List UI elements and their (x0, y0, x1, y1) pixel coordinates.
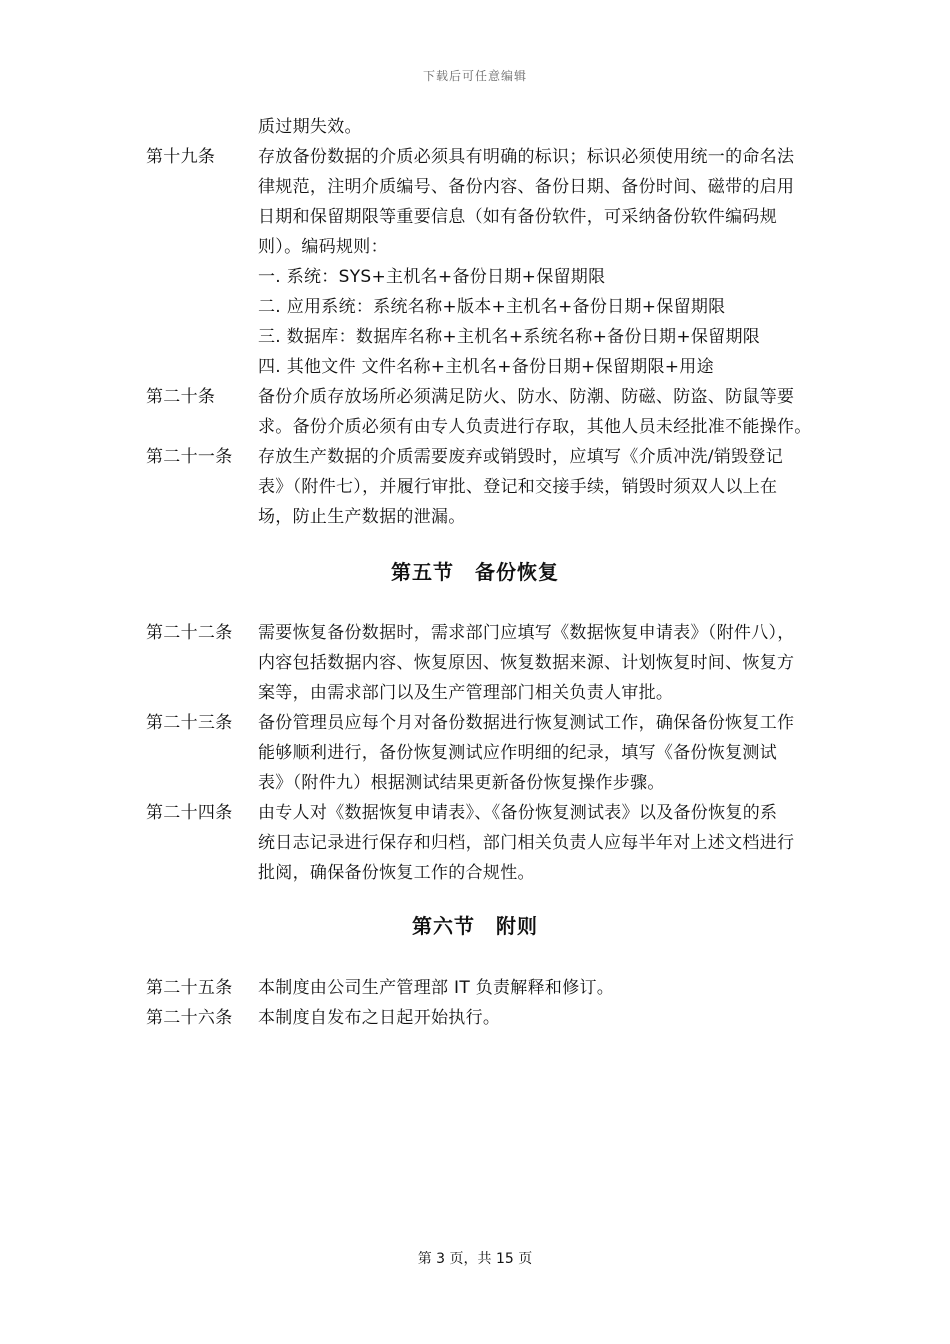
article-25-label: 第二十五条 (146, 978, 233, 998)
article-21-line: 表》（附件七），并履行审批、登记和交接手续，销毁时须双人以上在 (258, 477, 778, 497)
article-23-line: 表》（附件九）根据测试结果更新备份恢复操作步骤。 (258, 773, 665, 793)
article-22-label: 第二十二条 (146, 623, 233, 643)
article-23-line: 能够顺利进行，备份恢复测试应作明细的纪录，填写《备份恢复测试 (258, 743, 777, 763)
article-20-line: 求。备份介质必须有由专人负责进行存取，其他人员未经批准不能操作。 (258, 417, 812, 437)
section-5-title: 第五节 备份恢复 (391, 560, 559, 584)
article-21-line: 存放生产数据的介质需要废弃或销毁时，应填写《介质冲洗/销毁登记 (258, 447, 784, 467)
naming-rule-item: 二. 应用系统：系统名称+版本+主机名+备份日期+保留期限 (258, 297, 726, 317)
page-footer: 第 3 页，共 15 页 (417, 1251, 533, 1267)
article-23-label: 第二十三条 (146, 713, 233, 733)
article-20-label: 第二十条 (146, 387, 216, 407)
article-23-line: 备份管理员应每个月对备份数据进行恢复测试工作，确保备份恢复工作 (258, 713, 795, 733)
paragraph-line: 质过期失效。 (258, 117, 362, 137)
article-20-line: 备份介质存放场所必须满足防火、防水、防潮、防磁、防盗、防鼠等要 (258, 387, 795, 407)
section-6-title: 第六节 附则 (412, 914, 538, 938)
page-header: 下载后可任意编辑 (422, 69, 527, 83)
article-19-label: 第十九条 (146, 147, 216, 167)
naming-rule-item: 一. 系统：SYS+主机名+备份日期+保留期限 (258, 267, 606, 287)
article-26-line: 本制度自发布之日起开始执行。 (258, 1008, 501, 1028)
naming-rule-item: 四. 其他文件 文件名称+主机名+备份日期+保留期限+用途 (258, 357, 714, 377)
article-24-line: 批阅，确保备份恢复工作的合规性。 (258, 863, 535, 883)
article-21-line: 场，防止生产数据的泄漏。 (258, 507, 466, 527)
article-21-label: 第二十一条 (146, 447, 233, 467)
article-19-line: 律规范，注明介质编号、备份内容、备份日期、备份时间、磁带的启用 (258, 177, 795, 197)
article-22-line: 案等，由需求部门以及生产管理部门相关负责人审批。 (258, 683, 674, 703)
article-19-line: 则）。编码规则： (258, 237, 388, 257)
article-22-line: 内容包括数据内容、恢复原因、恢复数据来源、计划恢复时间、恢复方 (258, 653, 795, 673)
article-24-line: 由专人对《数据恢复申请表》、《备份恢复测试表》以及备份恢复的系 (258, 803, 778, 823)
article-22-line: 需要恢复备份数据时，需求部门应填写《数据恢复申请表》（附件八）， (258, 623, 795, 643)
article-26-label: 第二十六条 (146, 1008, 233, 1028)
article-24-line: 统日志记录进行保存和归档，部门相关负责人应每半年对上述文档进行 (258, 833, 795, 853)
article-24-label: 第二十四条 (146, 803, 233, 823)
article-19-line: 存放备份数据的介质必须具有明确的标识；标识必须使用统一的命名法 (258, 147, 795, 167)
article-19-line: 日期和保留期限等重要信息（如有备份软件，可采纳备份软件编码规 (258, 207, 777, 227)
naming-rule-item: 三. 数据库：数据库名称+主机名+系统名称+备份日期+保留期限 (258, 327, 761, 347)
article-25-line: 本制度由公司生产管理部 IT 负责解释和修订。 (258, 978, 615, 998)
